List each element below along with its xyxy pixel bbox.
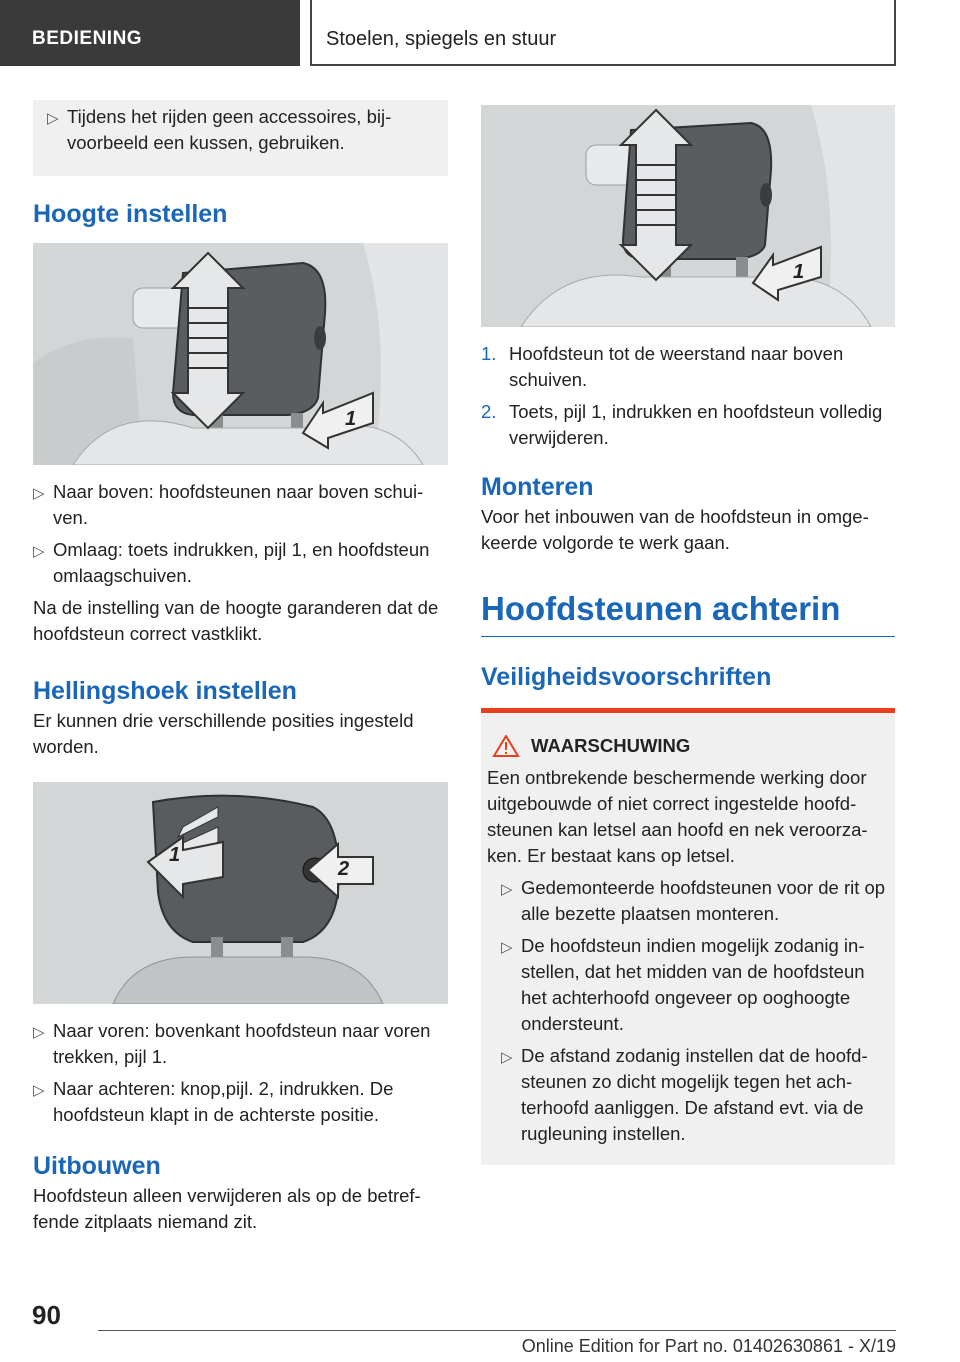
step-2: 2. Toets, pijl 1, indrukken en hoofdsteun volledig verwijderen. bbox=[481, 401, 883, 448]
triangle-bullet-icon: ▷ bbox=[33, 1082, 45, 1099]
warning-bullet-3: ▷ De afstand zodanig instellen dat de hoofdsteunen zo dicht mogelijk tegen het achterhoofd aanliggen. De afstand evt. via de rugleuning instellen. bbox=[487, 1043, 887, 1147]
left-column bbox=[33, 100, 448, 1235]
page-header bbox=[0, 0, 960, 66]
heading-mount: Monteren bbox=[481, 473, 594, 501]
height-bullet-1: ▷ Naar boven: hoofdsteunen naar boven schuiven. bbox=[33, 479, 448, 531]
note-text: Tijdens het rijden geen accessoires, bijvoorbeeld een kussen, gebruiken. bbox=[67, 106, 392, 153]
mount-paragraph: Voor het inbouwen van de hoofdsteun in omgekeerde volgorde te werk gaan. bbox=[481, 506, 869, 553]
triangle-bullet-icon: ▷ bbox=[33, 1024, 45, 1041]
tilt-bullet-1: ▷ Naar voren: bovenkant hoofdsteun naar voren trekken, pijl 1. bbox=[33, 1018, 448, 1070]
heading-tilt: Hellingshoek instellen bbox=[33, 677, 297, 705]
headrest-remove-svg bbox=[481, 105, 895, 327]
warning-triangle-icon bbox=[491, 735, 521, 757]
arrow-label-1: 1 bbox=[793, 261, 805, 283]
heading-height: Hoogte instellen bbox=[33, 200, 228, 228]
right-column bbox=[481, 105, 895, 1165]
headrest-height-svg bbox=[33, 243, 448, 465]
footer-divider bbox=[98, 1330, 896, 1331]
heading-remove: Uitbouwen bbox=[33, 1152, 161, 1180]
warning-box bbox=[481, 708, 895, 1165]
heading-safety: Veiligheidsvoorschriften bbox=[481, 663, 772, 691]
section-title: BEDIENING bbox=[0, 0, 300, 66]
headrest-tilt-illustration bbox=[33, 782, 448, 1004]
heading-rear: Hoofdsteunen achterin bbox=[481, 590, 895, 637]
headrest-tilt-svg bbox=[33, 782, 448, 1004]
headrest-remove-illustration bbox=[481, 105, 895, 327]
triangle-bullet-icon: ▷ bbox=[33, 543, 45, 560]
page-number: 90 bbox=[32, 1300, 61, 1330]
warning-text: Een ontbrekende beschermende werking door uitgebouwde of niet correct ingestelde hoofdsteunen kan letsel aan hoofd en nek veroorzaken. Er bestaat kans op letsel. bbox=[487, 767, 868, 866]
warning-bullet-1: ▷ Gedemonteerde hoofdsteunen voor de rit op alle bezette plaatsen monteren. bbox=[487, 875, 887, 927]
note-box bbox=[33, 100, 448, 176]
footer-edition: Online Edition for Part no. 01402630861 - X/19 bbox=[521, 1336, 896, 1356]
triangle-bullet-icon: ▷ bbox=[501, 939, 513, 956]
note-item bbox=[47, 104, 434, 156]
height-bullet-2: ▷ Omlaag: toets indrukken, pijl 1, en hoofdsteun omlaagschuiven. bbox=[33, 537, 448, 589]
remove-paragraph: Hoofdsteun alleen verwijderen als op de betreffende zitplaats niemand zit. bbox=[33, 1185, 421, 1232]
tilt-paragraph: Er kunnen drie verschillende posities ingesteld worden. bbox=[33, 710, 414, 757]
triangle-bullet-icon: ▷ bbox=[33, 485, 45, 502]
arrow-label-1: 1 bbox=[169, 844, 181, 866]
tilt-bullet-2: ▷ Naar achteren: knop,pijl. 2, indrukken. De hoofdsteun klapt in de achterste positie. bbox=[33, 1076, 448, 1128]
chapter-title: Stoelen, spiegels en stuur bbox=[310, 0, 896, 66]
step-1: 1. Hoofdsteun tot de weerstand naar boven schuiven. bbox=[481, 343, 844, 390]
arrow-label-1: 1 bbox=[345, 408, 357, 430]
warning-bullet-2: ▷ De hoofdsteun indien mogelijk zodanig instellen, dat het midden van de hoofdsteun het achterhoofd ongeveer op ooghoogte ondersteunt. bbox=[487, 933, 887, 1037]
triangle-bullet-icon: ▷ bbox=[47, 110, 59, 127]
headrest-height-illustration bbox=[33, 243, 448, 465]
height-paragraph: Na de instelling van de hoogte garanderen dat de hoofdsteun correct vastklikt. bbox=[33, 597, 439, 644]
triangle-bullet-icon: ▷ bbox=[501, 881, 513, 898]
arrow-label-2: 2 bbox=[338, 858, 350, 880]
warning-title: WAARSCHUWING bbox=[487, 735, 887, 757]
triangle-bullet-icon: ▷ bbox=[501, 1049, 513, 1066]
